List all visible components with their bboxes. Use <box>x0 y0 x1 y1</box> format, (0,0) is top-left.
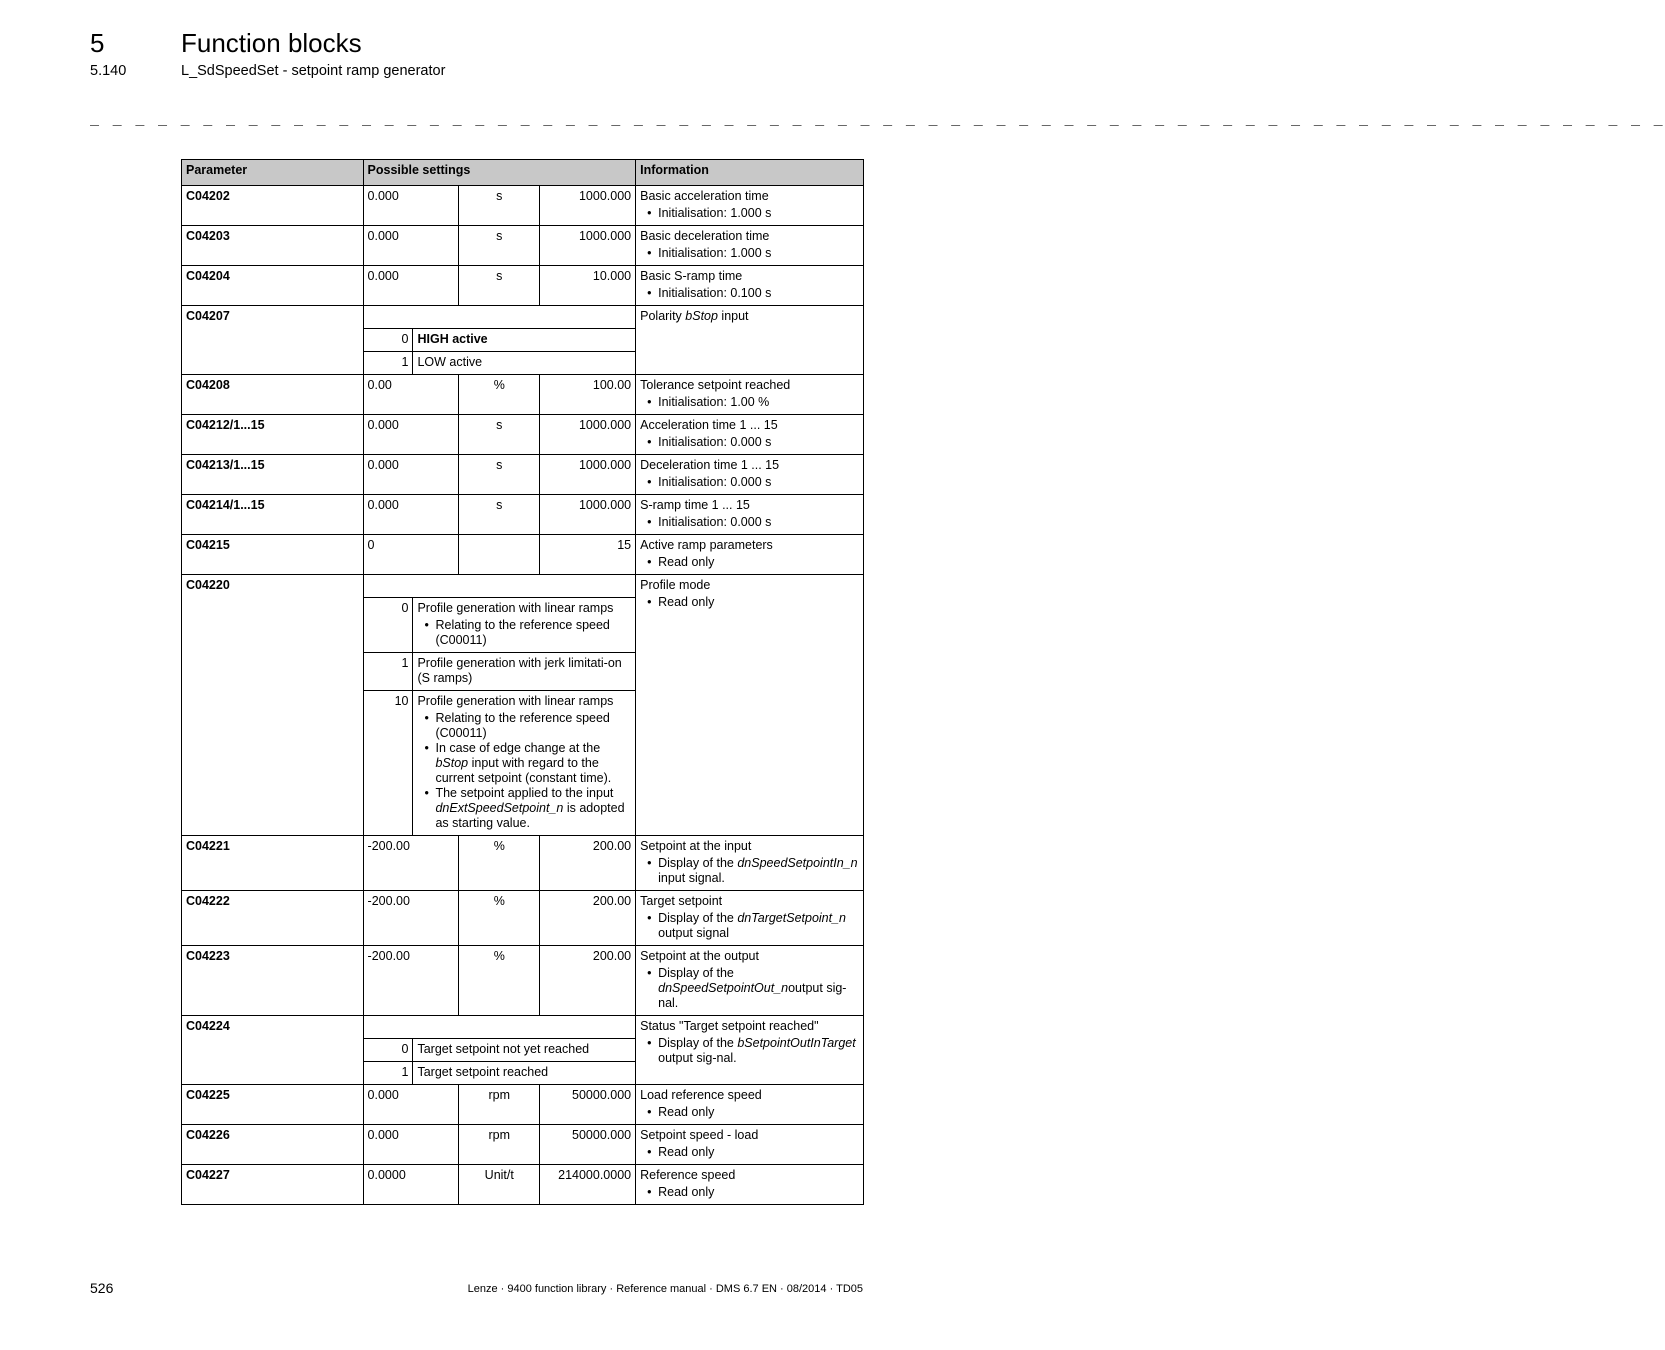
bullet-signal: bStop <box>435 756 469 770</box>
option-text: Profile generation with linear ramps <box>417 694 614 708</box>
option-number: 1 <box>363 352 413 375</box>
param-name: C04202 <box>182 186 364 226</box>
option-bullet: • Relating to the reference speed (C00011) <box>435 711 631 741</box>
bullet-text: Display of the <box>658 856 738 870</box>
settings-band <box>363 575 636 598</box>
table-row <box>182 946 864 1016</box>
option-number: 0 <box>363 1039 413 1062</box>
option-number: 0 <box>363 329 413 352</box>
bullet-text: Display of the <box>658 911 738 925</box>
info-bullet <box>658 1036 859 1066</box>
option-text: HIGH active <box>413 329 636 352</box>
bullet-signal: dnSpeedSetpointOut_n <box>658 981 789 995</box>
header-information: Information <box>636 160 864 186</box>
min-value: 0 <box>363 535 459 575</box>
info-bullet: • Initialisation: 0.000 s <box>658 435 859 450</box>
info-bullet: • Read only <box>658 1145 859 1160</box>
information-cell <box>636 946 864 1016</box>
param-name: C04220 <box>182 575 364 836</box>
information-cell <box>636 575 864 836</box>
info-text: Profile mode <box>640 578 711 592</box>
information-cell <box>636 535 864 575</box>
bullet-text-tail: output signal <box>658 926 730 940</box>
option-text-cell <box>413 691 636 836</box>
bullet-text-tail: output sig-nal. <box>658 981 847 1010</box>
bullet-text-tail: output sig-nal. <box>658 1051 737 1065</box>
settings-band <box>363 306 636 329</box>
table-row <box>182 1125 864 1165</box>
info-bullet <box>658 966 859 1011</box>
bullet-text: In case of edge change at the <box>435 741 601 755</box>
table-row <box>182 495 864 535</box>
info-bullet: • Initialisation: 0.000 s <box>658 475 859 490</box>
max-value: 10.000 <box>540 266 636 306</box>
info-bullet: • Read only <box>658 1105 859 1120</box>
param-name: C04204 <box>182 266 364 306</box>
min-value: 0.000 <box>363 1085 459 1125</box>
option-text-cell <box>413 598 636 653</box>
info-text: Status "Target setpoint reached" <box>640 1019 819 1033</box>
min-value: -200.00 <box>363 836 459 891</box>
max-value: 200.00 <box>540 946 636 1016</box>
table-row <box>182 1085 864 1125</box>
document-info: Lenze · 9400 function library · Reference manual · DMS 6.7 EN · 08/2014 · TD05 <box>467 1283 863 1295</box>
info-text: Setpoint at the output <box>640 949 759 963</box>
table-row <box>182 836 864 891</box>
info-text: Basic S-ramp time <box>640 269 743 283</box>
info-text: Basic deceleration time <box>640 229 770 243</box>
unit: Unit/t <box>459 1165 540 1205</box>
min-value: 0.0000 <box>363 1165 459 1205</box>
information-cell <box>636 375 864 415</box>
table-row <box>182 266 864 306</box>
info-text: Load reference speed <box>640 1088 762 1102</box>
info-bullet: • Read only <box>658 1185 859 1200</box>
max-value: 50000.000 <box>540 1085 636 1125</box>
param-name: C04214/1...15 <box>182 495 364 535</box>
chapter-title: Function blocks <box>181 28 362 58</box>
option-text: Profile generation with linear ramps <box>417 601 614 615</box>
section-number: 5.140 <box>90 63 127 79</box>
info-text: S-ramp time 1 ... 15 <box>640 498 750 512</box>
bullet-text: Display of the <box>658 1036 738 1050</box>
info-bullet: • Initialisation: 1.000 s <box>658 206 859 221</box>
information-cell <box>636 186 864 226</box>
info-bullet: • Initialisation: 1.000 s <box>658 246 859 261</box>
bullet-signal: bSetpointOutInTarget <box>737 1036 856 1050</box>
max-value: 15 <box>540 535 636 575</box>
min-value: 0.000 <box>363 226 459 266</box>
info-text: Setpoint speed - load <box>640 1128 759 1142</box>
max-value: 200.00 <box>540 836 636 891</box>
table-row <box>182 186 864 226</box>
section-title: L_SdSpeedSet - setpoint ramp generator <box>181 63 446 79</box>
parameter-table <box>181 159 864 1205</box>
max-value: 214000.0000 <box>540 1165 636 1205</box>
page-number: 526 <box>90 1280 114 1296</box>
information-cell <box>636 836 864 891</box>
info-bullet <box>658 856 859 886</box>
info-bullet: • Read only <box>658 555 859 570</box>
param-name: C04212/1...15 <box>182 415 364 455</box>
option-text: Profile generation with jerk limitati-on (S ramps) <box>413 653 636 691</box>
bullet-text: The setpoint applied to the input <box>435 786 614 800</box>
info-bullet: • Initialisation: 1.00 % <box>658 395 859 410</box>
option-number: 10 <box>363 691 413 836</box>
param-name: C04203 <box>182 226 364 266</box>
info-text: Reference speed <box>640 1168 736 1182</box>
info-text: Active ramp parameters <box>640 538 773 552</box>
information-cell <box>636 1165 864 1205</box>
min-value: 0.000 <box>363 186 459 226</box>
header-possible-settings: Possible settings <box>363 160 636 186</box>
unit: s <box>459 226 540 266</box>
param-name: C04208 <box>182 375 364 415</box>
param-name: C04227 <box>182 1165 364 1205</box>
max-value: 200.00 <box>540 891 636 946</box>
param-name: C04221 <box>182 836 364 891</box>
info-text: Acceleration time 1 ... 15 <box>640 418 778 432</box>
table-header-row <box>182 160 864 186</box>
option-text: Target setpoint reached <box>413 1062 636 1085</box>
table-row <box>182 1016 864 1039</box>
table-row <box>182 575 864 598</box>
param-name: C04226 <box>182 1125 364 1165</box>
info-text: Polarity <box>640 309 686 323</box>
param-name: C04207 <box>182 306 364 375</box>
info-signal: bStop <box>685 309 718 323</box>
unit: rpm <box>459 1125 540 1165</box>
header-dashed-rule: _ _ _ _ _ _ _ _ _ _ _ _ _ _ _ _ _ _ _ _ _ _ _ _ _ _ _ _ _ _ _ _ _ _ _ _ _ _ _ _ _ _ _ _ _ _ _ _ _ _ _ _ _ _ _ _ _ _ _ _ _ _ _ _ _ _ _ _ _ _ <box>90 108 1665 126</box>
info-bullet: • Initialisation: 0.000 s <box>658 515 859 530</box>
information-cell <box>636 495 864 535</box>
information-cell <box>636 1085 864 1125</box>
unit: s <box>459 186 540 226</box>
max-value: 1000.000 <box>540 186 636 226</box>
param-name: C04215 <box>182 535 364 575</box>
max-value: 1000.000 <box>540 455 636 495</box>
unit: rpm <box>459 1085 540 1125</box>
info-text: Setpoint at the input <box>640 839 752 853</box>
table-row <box>182 375 864 415</box>
unit: s <box>459 455 540 495</box>
table-row <box>182 535 864 575</box>
min-value: 0.000 <box>363 495 459 535</box>
option-text: LOW active <box>413 352 636 375</box>
unit: s <box>459 266 540 306</box>
unit: % <box>459 375 540 415</box>
param-name: C04222 <box>182 891 364 946</box>
max-value: 1000.000 <box>540 495 636 535</box>
bullet-text-tail: input with regard to the current setpoint (constant time). <box>435 756 612 785</box>
information-cell <box>636 1125 864 1165</box>
bullet-text: Display of the <box>658 966 734 980</box>
information-cell <box>636 306 864 375</box>
bullet-signal: dnExtSpeedSetpoint_n <box>435 801 564 815</box>
min-value: 0.000 <box>363 415 459 455</box>
table-row <box>182 306 864 329</box>
option-text: Target setpoint not yet reached <box>413 1039 636 1062</box>
bullet-signal: dnTargetSetpoint_n <box>737 911 846 925</box>
information-cell <box>636 455 864 495</box>
header-parameter: Parameter <box>182 160 364 186</box>
information-cell <box>636 266 864 306</box>
unit: s <box>459 415 540 455</box>
min-value: 0.00 <box>363 375 459 415</box>
table-row <box>182 891 864 946</box>
option-number: 1 <box>363 653 413 691</box>
information-cell <box>636 1016 864 1085</box>
info-bullet: • Read only <box>658 595 859 610</box>
bullet-text-tail: input signal. <box>658 871 725 885</box>
option-number: 0 <box>363 598 413 653</box>
option-bullet <box>435 786 631 831</box>
max-value: 50000.000 <box>540 1125 636 1165</box>
bullet-signal: dnSpeedSetpointIn_n <box>737 856 858 870</box>
param-name: C04213/1...15 <box>182 455 364 495</box>
param-name: C04225 <box>182 1085 364 1125</box>
info-text: Tolerance setpoint reached <box>640 378 791 392</box>
unit: % <box>459 946 540 1016</box>
info-bullet <box>658 911 859 941</box>
table-row <box>182 455 864 495</box>
info-text: Deceleration time 1 ... 15 <box>640 458 780 472</box>
chapter-number: 5 <box>90 28 105 58</box>
min-value: -200.00 <box>363 946 459 1016</box>
option-bullet <box>435 741 631 786</box>
min-value: -200.00 <box>363 891 459 946</box>
information-cell <box>636 415 864 455</box>
min-value: 0.000 <box>363 455 459 495</box>
settings-band <box>363 1016 636 1039</box>
info-bullet: • Initialisation: 0.100 s <box>658 286 859 301</box>
info-text: Basic acceleration time <box>640 189 769 203</box>
option-bullet: • Relating to the reference speed (C00011) <box>435 618 631 648</box>
max-value: 1000.000 <box>540 226 636 266</box>
min-value: 0.000 <box>363 1125 459 1165</box>
table-row <box>182 1165 864 1205</box>
info-text: Target setpoint <box>640 894 723 908</box>
information-cell <box>636 226 864 266</box>
min-value: 0.000 <box>363 266 459 306</box>
param-name: C04223 <box>182 946 364 1016</box>
unit: % <box>459 836 540 891</box>
bullet-text-tail: is adopted as starting value. <box>435 801 625 830</box>
unit: s <box>459 495 540 535</box>
unit: % <box>459 891 540 946</box>
max-value: 100.00 <box>540 375 636 415</box>
unit <box>459 535 540 575</box>
table-row <box>182 415 864 455</box>
information-cell <box>636 891 864 946</box>
max-value: 1000.000 <box>540 415 636 455</box>
table-row <box>182 226 864 266</box>
param-name: C04224 <box>182 1016 364 1085</box>
option-number: 1 <box>363 1062 413 1085</box>
info-text-tail: input <box>717 309 749 323</box>
